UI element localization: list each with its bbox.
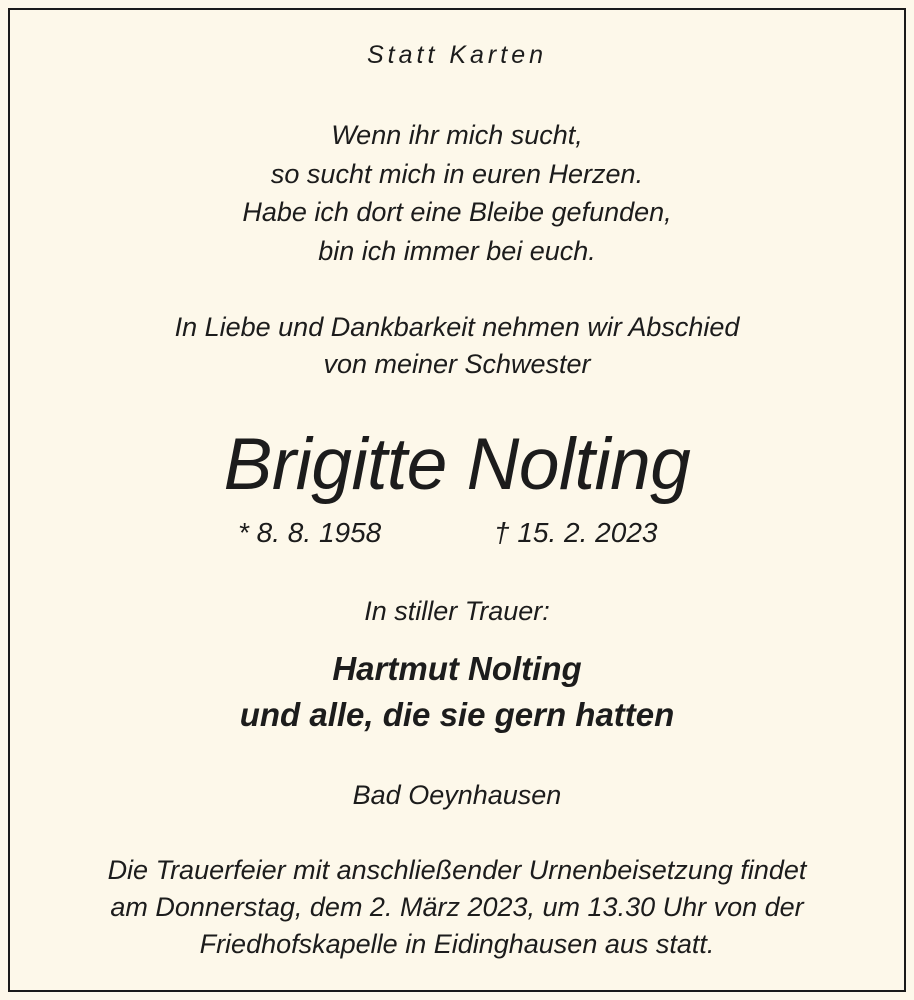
deceased-name: Brigitte Nolting — [223, 424, 691, 505]
place: Bad Oeynhausen — [352, 780, 562, 810]
poem-line: bin ich immer bei euch. — [318, 235, 596, 266]
poem-line: Wenn ihr mich sucht, — [331, 120, 583, 150]
mourning-label: In stiller Trauer: — [364, 596, 550, 626]
poem-line: Habe ich dort eine Bleibe gefunden, — [242, 197, 672, 227]
mourner-line: und alle, die sie gern hatten — [239, 696, 675, 733]
service-details — [0, 852, 914, 963]
birth-date: * 8. 8. 1958 — [238, 517, 382, 548]
details-line: Friedhofskapelle in Eidinghausen aus statt. — [199, 929, 715, 959]
intro-line: von meiner Schwester — [323, 349, 591, 379]
poem — [0, 116, 914, 270]
mourners — [0, 646, 914, 738]
poem-line: so sucht mich in euren Herzen. — [270, 158, 644, 189]
details-line: am Donnerstag, dem 2. März 2023, um 13.30 Uhr von der — [110, 892, 804, 922]
death-date: † 15. 2. 2023 — [494, 517, 658, 548]
notice-header: Statt Karten — [366, 41, 548, 69]
farewell-intro — [0, 309, 914, 383]
mourner-line: Hartmut Nolting — [332, 650, 582, 687]
details-line: Die Trauerfeier mit anschließender Urnenbeisetzung findet — [107, 855, 807, 885]
intro-line: In Liebe und Dankbarkeit nehmen wir Abschied — [174, 312, 740, 342]
